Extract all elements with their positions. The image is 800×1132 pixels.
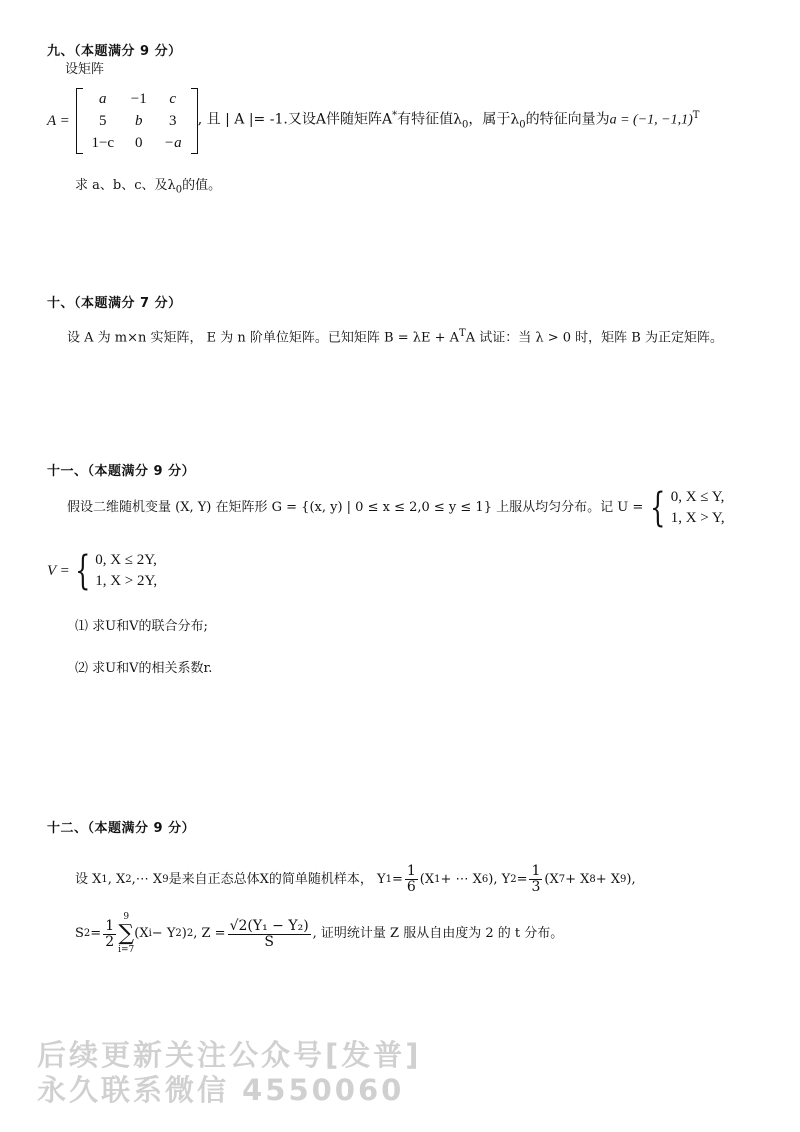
sum-top: 9 xyxy=(123,912,130,922)
q12-t: ), Y xyxy=(488,871,511,887)
q12-t: , X xyxy=(107,871,126,887)
q12-t: + X xyxy=(595,871,621,887)
q12-t: = xyxy=(391,871,403,887)
q12-t: ), xyxy=(626,871,636,887)
q9-cond3-sub: 0 xyxy=(461,119,469,131)
q11-v-def xyxy=(47,550,157,592)
q9-matrix-line xyxy=(47,88,699,154)
q12-t: , Z = xyxy=(193,926,226,941)
matrix-cell: 5 xyxy=(99,113,107,129)
q10-heading: 十、（本题满分 7 分） xyxy=(47,296,182,311)
matrix-right-bracket xyxy=(191,88,198,154)
q11-v-case1: 0, X ≤ 2Y, xyxy=(95,552,157,568)
q9-heading: 九、（本题满分 9 分） xyxy=(47,44,182,59)
q12-t: 是来自正态总体X的简单随机样本， Y xyxy=(168,871,386,887)
q12-t: ,⋯ X xyxy=(131,871,163,887)
q12-s: i xyxy=(148,928,152,939)
sum-symbol: ∑ xyxy=(118,921,135,946)
q11-u-brace: { xyxy=(650,485,666,531)
q9-cond4-sub: 0 xyxy=(519,119,526,131)
q12-s: 2 xyxy=(83,928,91,939)
q11-v-case2: 1, X > 2Y, xyxy=(95,573,158,589)
matrix-cell: a xyxy=(99,91,107,107)
q9-ask-sub: 0 xyxy=(175,184,183,196)
q12-s: 8 xyxy=(589,873,596,885)
frac-num: 1 xyxy=(531,863,541,879)
q11-u-cases xyxy=(671,487,725,529)
q11-v-cases xyxy=(95,550,157,592)
q9-lhs: A = xyxy=(47,112,70,129)
q9-matrix xyxy=(76,88,198,154)
q11-heading: 十一、（本题满分 9 分） xyxy=(47,464,196,479)
q12-sum xyxy=(118,912,134,956)
q9-conditions xyxy=(198,106,700,135)
frac-den: 2 xyxy=(105,933,115,950)
matrix-cell: 1−c xyxy=(91,135,115,151)
q12-t: ) xyxy=(181,926,187,941)
matrix-cell: 3 xyxy=(169,113,177,129)
q11-line1-text: 假设二维随机变量 (X, Y) 在矩阵形 G = {(x, y) | 0 ≤ x ≤ 2,0 ≤ y ≤ 1} 上服从均匀分布。记 U = xyxy=(67,500,644,515)
q11-u-case1: 0, X ≤ Y, xyxy=(670,489,725,505)
matrix-cell: 0 xyxy=(135,135,143,151)
q11-part1: ⑴ 求U和V的联合分布; xyxy=(75,619,208,634)
q12-s: 6 xyxy=(481,873,489,885)
q9-vector: a = (−1, −1,1) xyxy=(609,112,693,128)
q12-s: 2 xyxy=(510,873,517,885)
q12-t: = xyxy=(90,926,102,941)
q9-cond1: , 且 | A |= -1. xyxy=(197,111,288,128)
frac-num: √2(Y₁ − Y₂) xyxy=(229,917,309,934)
q9-intro: 设矩阵 xyxy=(65,62,105,77)
frac-den: 6 xyxy=(406,879,416,895)
watermark-line1: 后续更新关注公众号[发普] xyxy=(37,1038,422,1072)
q12-t: (X xyxy=(419,871,435,887)
q10-line xyxy=(67,324,723,348)
watermark-line2: 永久联系微信 4550060 xyxy=(37,1073,405,1107)
q10-line-end: A 试证：当 λ > 0 时，矩阵 B 为正定矩阵。 xyxy=(465,330,723,346)
q9-cond4: ，属于λ xyxy=(468,111,520,128)
q9-vector-sup: T xyxy=(692,110,700,122)
frac-num: 1 xyxy=(406,863,416,879)
q9-cond2: 又设A伴随矩阵A xyxy=(287,111,393,128)
q12-s: 2 xyxy=(186,928,194,939)
sum-bottom: i=7 xyxy=(118,945,135,955)
q11-line1 xyxy=(67,487,725,529)
q12-s: 7 xyxy=(558,873,566,885)
q12-frac3 xyxy=(103,919,116,950)
q12-t: , 证明统计量 Z 服从自由度为 2 的 t 分布。 xyxy=(312,926,564,941)
frac-den: 3 xyxy=(531,879,541,895)
matrix-cell: b xyxy=(135,113,143,129)
q11-v-lhs: V = xyxy=(47,562,70,579)
q9-ask-text: 求 a、b、c、及λ xyxy=(75,178,176,193)
q11-u-case2: 1, X > Y, xyxy=(670,510,725,526)
q12-t: 设 X xyxy=(75,871,102,887)
q12-t: = xyxy=(516,871,528,887)
q11-v-brace: { xyxy=(74,548,91,594)
matrix-cells xyxy=(83,88,191,154)
frac-den: S xyxy=(264,933,274,950)
q9-ask xyxy=(75,176,221,201)
matrix-cell: −a xyxy=(163,135,182,151)
q11-part2: ⑵ 求U和V的相关系数r. xyxy=(75,661,213,676)
q9-ask-end: 的值。 xyxy=(182,178,222,193)
q12-s: 1 xyxy=(385,873,392,885)
q12-frac1 xyxy=(405,864,418,895)
frac-num: 1 xyxy=(105,917,115,934)
q9-cond3: 有特征值λ xyxy=(397,111,462,128)
matrix-cell: −1 xyxy=(130,91,147,107)
q12-s: 1 xyxy=(101,873,108,885)
q12-t: + X xyxy=(565,871,590,887)
q12-frac2 xyxy=(529,864,542,895)
q12-s: 9 xyxy=(620,873,627,885)
q12-t: − Y xyxy=(151,926,176,941)
q12-heading: 十二、（本题满分 9 分） xyxy=(47,821,196,836)
q10-line-sup: T xyxy=(459,328,466,339)
q12-s: 2 xyxy=(175,928,182,939)
q10-line-text: 设 A 为 m×n 实矩阵， E 为 n 阶单位矩阵。已知矩阵 B = λE + A xyxy=(67,330,460,346)
q9-cond2-sup: * xyxy=(392,110,398,122)
q12-line1 xyxy=(75,864,636,895)
q12-t: + ⋯ X xyxy=(440,871,482,887)
q12-s: 2 xyxy=(125,873,132,885)
q12-s: 1 xyxy=(434,873,441,885)
q12-t: (X xyxy=(544,871,559,887)
q12-t: S xyxy=(75,926,84,941)
q9-cond5: 的特征向量为 xyxy=(525,111,610,128)
q12-frac4 xyxy=(228,919,311,950)
q12-t: (X xyxy=(134,926,149,941)
matrix-left-bracket xyxy=(76,88,83,154)
q12-s: 9 xyxy=(162,873,169,885)
matrix-cell: c xyxy=(169,91,177,107)
q12-line2 xyxy=(75,912,563,956)
